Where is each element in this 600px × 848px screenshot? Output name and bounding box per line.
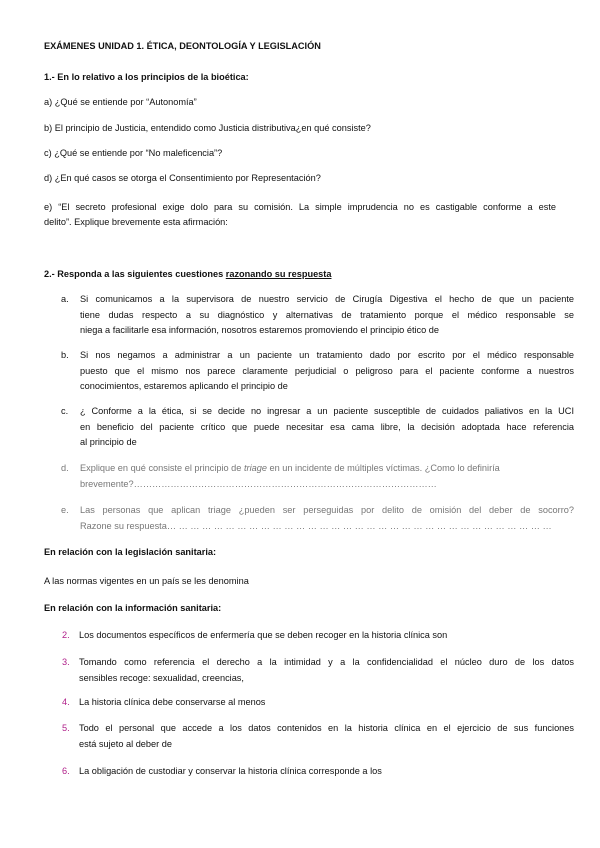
informacion-item-2-line: Los documentos específicos de enfermería que se deben recoger en la historia clínica son (79, 630, 448, 640)
q2-item-b-label: b. (61, 350, 69, 360)
q2-heading-underlined: razonando su respuesta (225, 269, 332, 279)
q2-item-d-line2: brevemente?……………………………………………………………………………………… (80, 478, 437, 489)
informacion-item-5-line: está sujeto al deber de (79, 738, 172, 749)
informacion-item-3-line: Tomando como referencia el derecho a la intimidad y a la confidencialidad el núcleo duro de los datos (79, 657, 574, 667)
q1-e-line2: delito”. Explique brevemente esta afirmación: (44, 217, 228, 227)
informacion-item-6-label: 6. (62, 766, 70, 776)
q2-item-c-label: c. (61, 406, 69, 416)
informacion-item-4-line: La historia clínica debe conservarse al menos (79, 697, 266, 707)
q2-item-e-line: Razone su respuesta… … … … … … … … … … … … … … … … … … … … … … … … … … … … … … … … … (80, 520, 552, 531)
q2-item-a-line: niega a facilitarle esa información, nosotros estaremos promoviendo el principio ético de (80, 325, 440, 335)
q2-heading-prefix: 2.- Responda a las siguientes cuestiones (44, 269, 226, 279)
legislacion-heading: En relación con la legislación sanitaria: (44, 547, 217, 557)
q2-item-c-line: en beneficio del paciente crítico que puede necesitar esa cama libre, la decisión adoptada hace referencia (80, 421, 574, 432)
informacion-item-5-label: 5. (62, 723, 70, 733)
q2-item-a-line: tiene dudas respecto a su diagnóstico y alternativas de tratamiento porque el médico responsable se (80, 309, 574, 320)
q2-heading (44, 268, 331, 281)
q2-item-e-line: Las personas que aplican triage ¿pueden ser perseguidas por delito de omisión del deber de socorro? (80, 505, 574, 515)
informacion-item-5-line: Todo el personal que accede a los datos contenidos en la historia clínica en el ejercicio de sus funciones (79, 723, 574, 733)
q2-item-d-italic: triage (243, 463, 267, 473)
q2-item-b-line: puesto que el mismo nos parece claramente perjudicial o peligroso para el paciente conforme a nuestros (80, 365, 574, 376)
q2-item-a-label: a. (61, 294, 69, 304)
q1-e-line1: e) “El secreto profesional exige dolo para su comisión. La simple imprudencia no es castigable conforme a este (44, 202, 556, 212)
q2-item-d-label: d. (61, 463, 69, 473)
q2-item-d-suffix: en un incidente de múltiples víctimas. ¿Como lo definiría (266, 463, 500, 473)
q1-a: a) ¿Qué se entiende por “Autonomía” (44, 97, 197, 107)
q2-item-c-line: ¿ Conforme a la ética, si se decide no ingresar a un paciente susceptible de cuidados paliativos en la UCI (80, 406, 574, 416)
q2-item-b-line: Si nos negamos a administrar a un paciente un tratamiento dado por escrito por el médico responsable (80, 350, 574, 360)
informacion-heading: En relación con la información sanitaria: (44, 603, 222, 613)
q2-item-b-line: conocimientos, estaremos aplicando el principio de (80, 381, 288, 391)
q1-b: b) El principio de Justicia, entendido como Justicia distributiva¿en qué consiste? (44, 123, 371, 133)
q1-heading: 1.- En lo relativo a los principios de la bioética: (44, 72, 249, 82)
informacion-item-6-line: La obligación de custodiar y conservar la historia clínica corresponde a los (79, 766, 382, 776)
q2-item-d-prefix: Explique en qué consiste el principio de (80, 463, 244, 473)
informacion-item-4-label: 4. (62, 697, 70, 707)
q2-item-d-line1 (80, 461, 574, 477)
informacion-item-3-label: 3. (62, 657, 70, 667)
q1-c: c) ¿Qué se entiende por “No maleficencia”? (44, 148, 223, 158)
informacion-item-2-label: 2. (62, 630, 70, 640)
q2-item-a-line: Si comunicamos a la supervisora de nuestro servicio de Cirugía Digestiva el hecho de que un paciente (80, 294, 574, 304)
q1-d: d) ¿En qué casos se otorga el Consentimiento por Representación? (44, 173, 321, 183)
q2-item-e-label: e. (61, 505, 69, 515)
legislacion-text: A las normas vigentes en un país se les denomina (44, 576, 249, 586)
q2-item-c-line: al principio de (80, 437, 137, 447)
document-title: EXÁMENES UNIDAD 1. ÉTICA, DEONTOLOGÍA Y LEGISLACIÓN (44, 41, 321, 51)
informacion-item-3-line: sensibles recoge: sexualidad, creencias, (79, 672, 244, 683)
